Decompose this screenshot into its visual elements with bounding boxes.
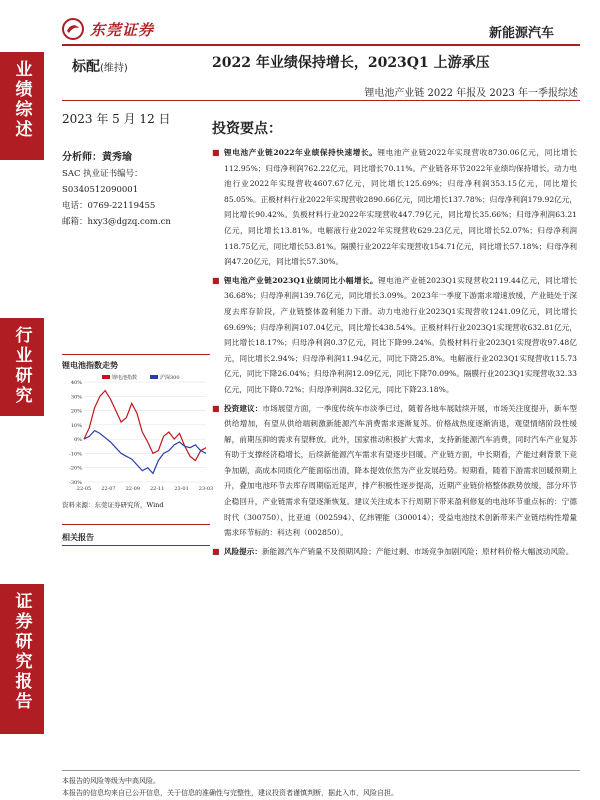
- report-date: 2023 年 5 月 12 日: [62, 112, 171, 126]
- company-name: 东莞证券: [90, 20, 155, 39]
- rating: [72, 56, 128, 76]
- legend-swatch: [150, 375, 158, 379]
- x-tick-label: 22-09: [125, 486, 141, 492]
- key-point: [212, 145, 577, 270]
- key-point-text: 锂电池产业链2023Q1实现营收2119.44亿元，同比增长36.68%；归母净利润139.76亿元，同比增长3.09%。2023年一季度下游需求增速放缓，产业链处于深度去库存阶段，产业链整体盈利能力下滑。动力电池行业2023Q1实现营收1241.09亿元，同比增长69.69%；归母净利润107.04亿元，同比增长438.54%。正极材料行业2023Q1实现营收632.81亿元，同比增长18.17%；归母净利润0.37亿元，同比下降99.24%。负极材料行业2023Q1实现营收97.48亿元，同比增长2.94%；归母净利润11.94亿元，同比下降25.8%。电解液行业2023Q1实现营收115.73亿元，同比下降26.04%；归母净利润12.09亿元，同比下降70.09%。隔膜行业2023Q1实现营收32.33亿元，同比下降0.72%；归母净利润8.32亿元，同比下降23.18%。: [224, 275, 577, 394]
- sidebar-tab-report: 证券研究报告: [0, 584, 44, 734]
- index-chart: [62, 372, 214, 496]
- y-tick-label: 0%: [74, 437, 82, 444]
- y-tick-label: 30%: [70, 394, 82, 401]
- y-tick-label: 40%: [70, 380, 82, 386]
- analyst-phone: 电话：0769-22119455: [62, 201, 156, 211]
- key-point-text: 市场展望方面，一季度传统车市淡季已过，随着各地车展陆续开展，市场关注度提升，新车型供给增加，有望从供给端刺激新能源汽车消费需求逐渐复苏。价格战热度逐渐消退，观望情绪阶段性缓解，前期压抑的需求有望释放。此外，国家推动积极扩大需求，支持新能源汽车消费，同时汽车产业复苏有助于支撑经济稳增长，后续新能源汽车需求有望逐步回暖。产业链方面，中长期看，产能过剩背景下竞争加剧，高成本同质化产能面临出清，降本提效依然为产业发展趋势。短期看，随着下游需求回暖预期上升，叠加电池环节去库存周期临近尾声，排产积极性逐步提高，近期产业链价格整体跌势放缓，部分环节企稳回升，产业链需求有望逐渐恢复。建议关注成本下行周期下带来盈利修复的电池环节重点标的：宁德时代（300750）、比亚迪（002594）、亿纬锂能（300014）；受益电池技术创新带来产业链结构性增量需求环节标的：科达利（002850）。: [224, 403, 578, 538]
- chart-divider-top: [62, 354, 210, 355]
- industry-label: 新能源汽车: [488, 26, 554, 41]
- footer-divider: [62, 770, 580, 771]
- y-tick-label: -20%: [69, 465, 82, 472]
- key-point: [212, 401, 577, 541]
- x-tick-label: 22-11: [149, 486, 165, 492]
- main-content: [212, 145, 577, 562]
- key-point: [212, 273, 577, 398]
- y-tick-label: 20%: [70, 408, 82, 415]
- key-point-lead: 投资建议：: [224, 403, 263, 413]
- chart-source: 资料来源：东莞证券研究所，Wind: [62, 501, 164, 509]
- x-tick-label: 22-05: [76, 486, 92, 492]
- analyst-cert: S0340512090001: [62, 185, 139, 195]
- bullet-icon: ■: [212, 546, 220, 556]
- chart-divider-bottom: [62, 524, 210, 525]
- company-logo: [62, 18, 154, 40]
- section-title: 投资要点：: [212, 121, 282, 137]
- page-title: 2022 年业绩保持增长，2023Q1 上游承压: [212, 55, 490, 71]
- chart-svg: [62, 372, 214, 496]
- analyst-email[interactable]: 邮箱：hxy3@dgzq.com.cn: [62, 217, 171, 227]
- legend-label: 沪深300: [160, 375, 180, 381]
- x-tick-label: 23-03: [198, 486, 214, 492]
- sidebar-tab-industry: 行业研究: [0, 318, 44, 416]
- analyst-cert-label: SAC 执业证书编号：: [62, 169, 143, 179]
- page-subtitle: 锂电池产业链 2022 年报及 2023 年一季报综述: [364, 88, 578, 99]
- analyst-info: [62, 150, 202, 230]
- related-divider: [62, 545, 210, 546]
- legend-label: 锂电池指数: [112, 375, 138, 381]
- key-point-text: 锂电池产业链2022年实现营收8730.06亿元，同比增长112.95%；归母净利润762.22亿元，同比增长70.11%。产业链各环节2022年业绩均保持增长。动力电池行业2022年实现营收4607.67亿元，同比增长125.69%；归母净利润353.15亿元，同比增长85.05%。正极材料行业2022年实现营收2890.66亿元，同比增长137.78%；归母净利润179.92亿元，同比增长90.42%。负极材料行业2022年实现营收447.79亿元，同比增长35.66%；归母净利润63.21亿元，同比增长13.81%。电解液行业2022年实现营收629.23亿元，同比增长52.07%；归母净利润118.75亿元，同比增长53.81%。隔膜行业2022年实现营收154.71亿元，同比增长57.18%；归母净利润47.20亿元，同比增长57.30%。: [224, 148, 577, 267]
- related-reports-label: 相关报告: [62, 532, 94, 542]
- legend-swatch: [102, 375, 110, 379]
- y-tick-label: 10%: [70, 422, 82, 429]
- y-tick-label: -10%: [69, 451, 82, 458]
- y-tick-label: -30%: [69, 480, 82, 486]
- footer: [62, 775, 398, 799]
- footer-risk-level: 本报告的风险等级为中高风险。: [62, 777, 160, 785]
- company-logo-icon: [62, 18, 84, 40]
- chart-title: 锂电池指数走势: [62, 360, 118, 370]
- rating-qualifier: (维持): [100, 63, 128, 74]
- bullet-icon: ■: [212, 148, 220, 157]
- key-point-lead: 风险提示：: [224, 546, 262, 556]
- footer-disclaimer: 本报告的信息均来自已公开信息，关于信息的准确性与完整性，建议投资者谨慎判断，据此入市，风险自担。: [62, 789, 398, 797]
- key-point: [212, 544, 577, 560]
- key-point-lead: 锂电池产业链2022年业绩保持快速增长。: [224, 148, 378, 157]
- series-line-battery-index: [84, 391, 206, 461]
- bullet-icon: ■: [212, 403, 220, 413]
- sidebar-tab-summary: 业绩综述: [0, 52, 44, 160]
- x-tick-label: 23-01: [174, 486, 189, 492]
- key-point-lead: 锂电池产业链2023Q1业绩同比小幅增长。: [224, 275, 379, 285]
- header-divider: [62, 44, 580, 46]
- x-tick-label: 22-07: [101, 486, 116, 492]
- title-divider: [62, 100, 580, 101]
- key-point-text: 新能源汽车产销量不及预期风险；产能过剩、市场竞争加剧风险；原材料价格大幅波动风险。: [261, 546, 574, 556]
- analyst-name: 分析师：黄秀瑜: [62, 152, 132, 163]
- rating-label: 标配: [72, 59, 100, 75]
- bullet-icon: ■: [212, 275, 220, 285]
